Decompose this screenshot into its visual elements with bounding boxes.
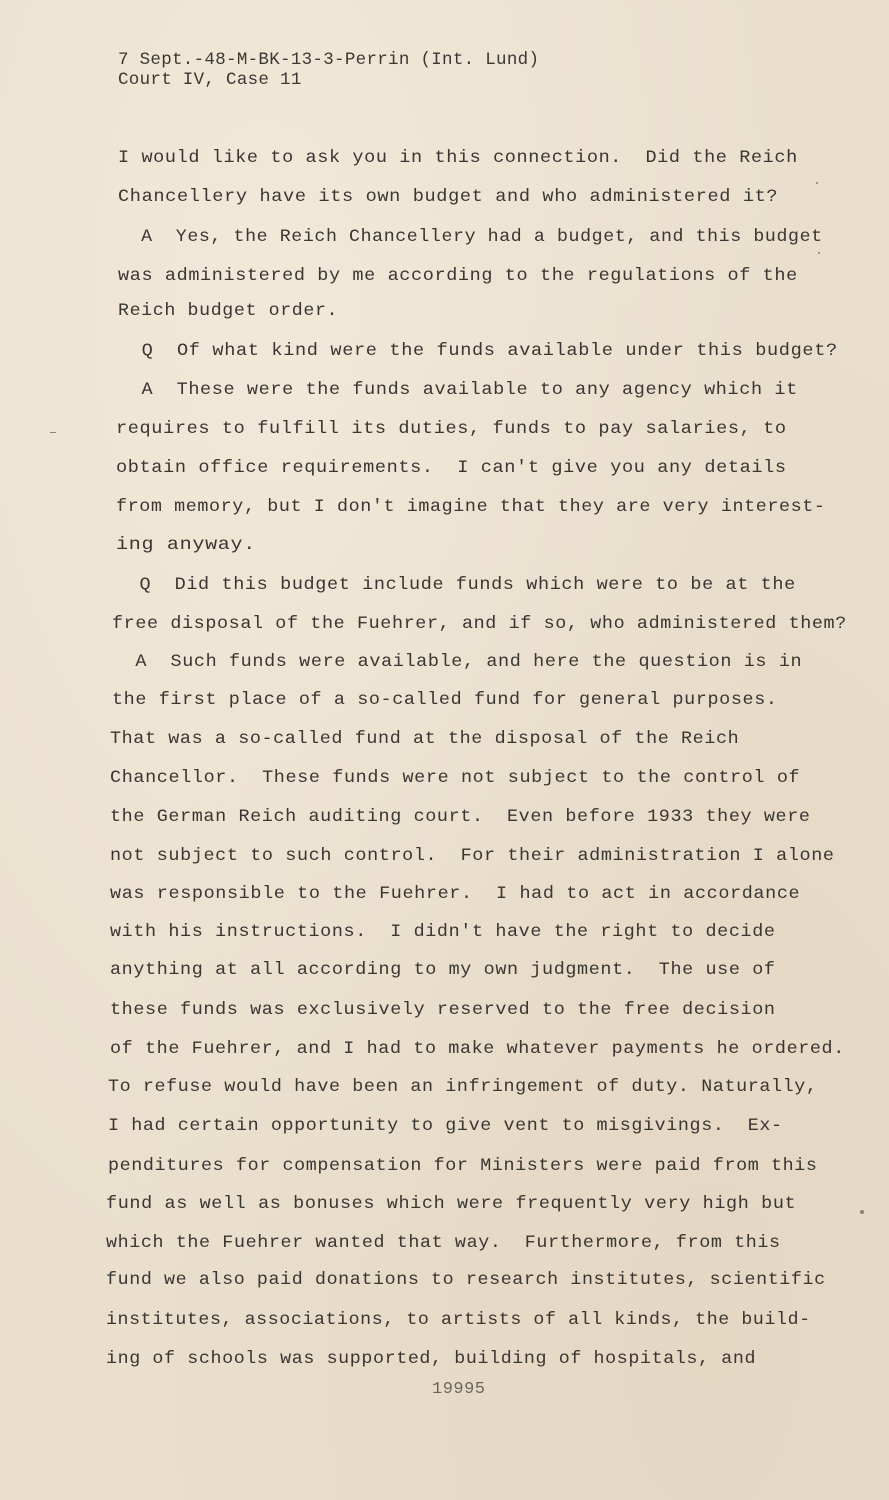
transcript-line: fund we also paid donations to research institutes, scientific [106, 1270, 826, 1290]
transcript-line: obtain office requirements. I can't give you any details [116, 458, 787, 478]
transcript-line: A Such funds were available, and here the question is in [112, 652, 803, 672]
transcript-line: penditures for compensation for Ministers were paid from this [108, 1156, 818, 1176]
transcript-line: Reich budget order. [118, 301, 339, 321]
transcript-line: the German Reich auditing court. Even before 1933 they were [110, 807, 811, 827]
transcript-line: A These were the funds available to any agency which it [118, 380, 798, 400]
document-header [118, 50, 539, 90]
transcript-line: Q Did this budget include funds which were to be at the [116, 575, 796, 595]
transcript-line: free disposal of the Fuehrer, and if so, who administered them? [112, 614, 847, 634]
transcript-line: To refuse would have been an infringement of duty. Naturally, [108, 1077, 818, 1097]
transcript-line: from memory, but I don't imagine that they are very interest- [116, 497, 826, 517]
transcript-line: Chancellor. These funds were not subject to the control of [110, 768, 801, 788]
transcript-line: That was a so-called fund at the disposal of the Reich [110, 729, 740, 749]
transcript-line: institutes, associations, to artists of all kinds, the build- [106, 1310, 811, 1330]
transcript-line: ing anyway. [116, 535, 256, 555]
transcript-line: was administered by me according to the regulations of the [118, 266, 798, 286]
transcript-line: was responsible to the Fuehrer. I had to act in accordance [110, 884, 801, 904]
paper-speck [818, 252, 820, 254]
transcript-line: of the Fuehrer, and I had to make whatever payments he ordered. [110, 1039, 845, 1059]
transcript-line: which the Fuehrer wanted that way. Furthermore, from this [106, 1233, 781, 1253]
transcript-line: anything at all according to my own judgment. The use of [110, 960, 776, 980]
paper-speck [860, 1210, 864, 1214]
header-line-1: 7 Sept.-48-M-BK-13-3-Perrin (Int. Lund) [118, 50, 540, 70]
transcript-line: with his instructions. I didn't have the right to decide [110, 922, 776, 942]
transcript-line: not subject to such control. For their administration I alone [110, 846, 835, 866]
transcript-line: I had certain opportunity to give vent to misgivings. Ex- [108, 1116, 783, 1136]
transcript-line: I would like to ask you in this connection. Did the Reich [118, 148, 798, 168]
transcript-line: Q Of what kind were the funds available under this budget? [118, 341, 838, 361]
paper-speck [50, 432, 56, 433]
transcript-line: A Yes, the Reich Chancellery had a budget, and this budget [118, 227, 823, 247]
page-number: 19995 [432, 1380, 486, 1399]
transcript-line: these funds was exclusively reserved to the free decision [110, 1000, 776, 1020]
transcript-line: requires to fulfill its duties, funds to pay salaries, to [116, 419, 787, 439]
paper-speck [816, 182, 818, 184]
transcript-line: Chancellery have its own budget and who administered it? [118, 187, 779, 207]
transcript-line: the first place of a so-called fund for general purposes. [112, 690, 778, 710]
header-line-2: Court IV, Case 11 [118, 70, 302, 90]
transcript-line: fund as well as bonuses which were frequently very high but [106, 1194, 797, 1214]
transcript-line: ing of schools was supported, building of hospitals, and [106, 1349, 757, 1369]
